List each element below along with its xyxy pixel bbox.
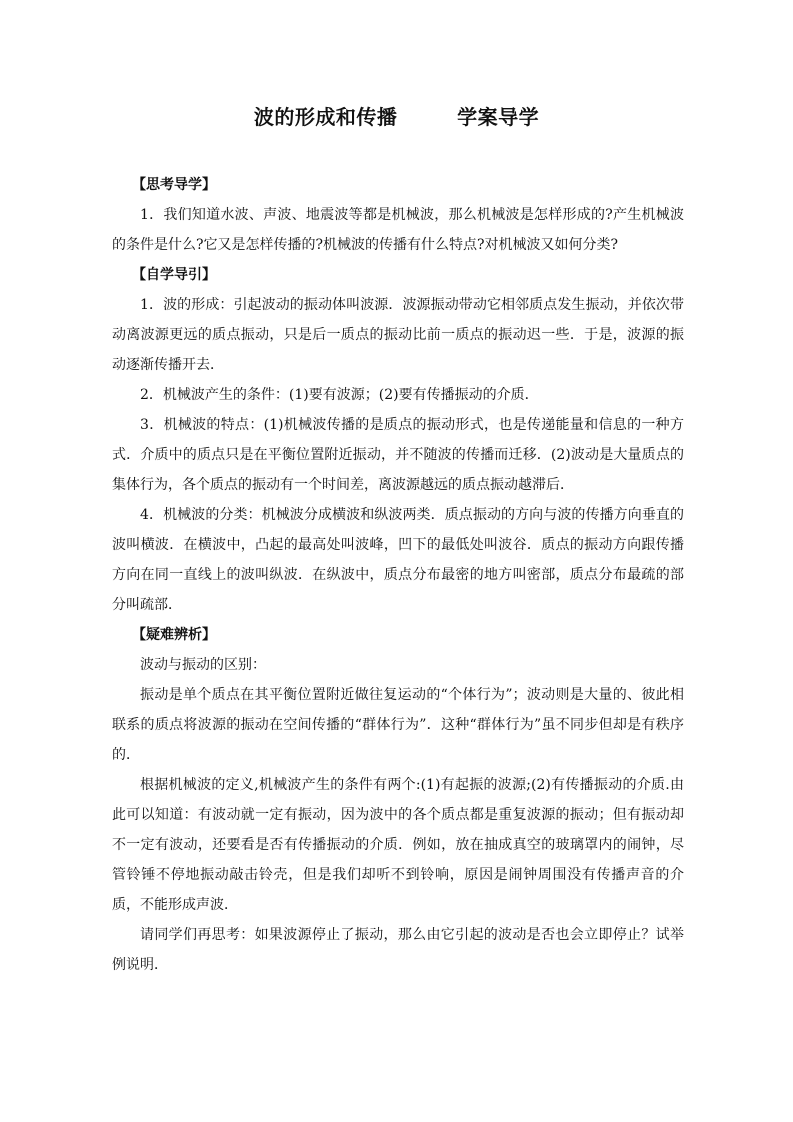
section-heading-self-study: 【自学导引】: [132, 267, 216, 283]
paragraph: 3．机械波的特点：(1)机械波传播的是质点的振动形式，也是传递能量和信息的一种方式．介质中的质点只是在平衡位置附近振动，并不随波的传播而迁移．(2)波动是大量质点的集体行为，各个质点的振动有一个时间差，离波源越远的质点振动越滞后．: [112, 417, 684, 493]
paragraph: 4．机械波的分类：机械波分成横波和纵波两类．质点振动的方向与波的传播方向垂直的波叫横波．在横波中，凸起的最高处叫波峰，凹下的最低处叫波谷．质点的振动方向跟传播方向在同一直线上的波叫纵波．在纵波中，质点分布最密的地方叫密部，质点分布最疏的部分叫疏部．: [112, 507, 684, 613]
paragraph: 1．波的形成：引起波动的振动体叫波源．波源振动带动它相邻质点发生振动，并依次带动离波源更远的质点振动，只是后一质点的振动比前一质点的振动迟一些．于是，波源的振动逐渐传播开去．: [112, 297, 684, 373]
section-heading-thinking: 【思考导学】: [132, 177, 216, 193]
paragraph: 请同学们再思考：如果波源停止了振动，那么由它引起的波动是否也会立即停止？试举例说明．: [112, 927, 684, 973]
paragraph: 波动与振动的区别：: [140, 657, 266, 673]
paragraph: 1．我们知道水波、声波、地震波等都是机械波，那么机械波是怎样形成的?产生机械波的条件是什么?它又是怎样传播的?机械波的传播有什么特点?对机械波又如何分类?: [112, 207, 684, 253]
paragraph: 2．机械波产生的条件：(1)要有波源；(2)要有传播振动的介质．: [140, 387, 539, 403]
paragraph: 根据机械波的定义,机械波产生的条件有两个:(1)有起振的波源;(2)有传播振动的介质.由此可以知道：有波动就一定有振动，因为波中的各个质点都是重复波源的振动；但有振动却不一定有波动，还要看是否有传播振动的介质．例如，放在抽成真空的玻璃罩内的闹钟，尽管铃锤不停地振动敲击铃壳，但是我们却听不到铃响，原因是闹钟周围没有传播声音的介质，不能形成声波．: [112, 777, 684, 913]
section-heading-difficulties: 【疑难辨析】: [132, 627, 216, 643]
document-title: 波的形成和传播 学案导学: [253, 105, 540, 129]
document-body: [112, 170, 684, 980]
paragraph: 振动是单个质点在其平衡位置附近做往复运动的“个体行为”；波动则是大量的、彼此相联系的质点将波源的振动在空间传播的“群体行为”．这种“群体行为”虽不同步但却是有秩序的．: [112, 687, 684, 763]
